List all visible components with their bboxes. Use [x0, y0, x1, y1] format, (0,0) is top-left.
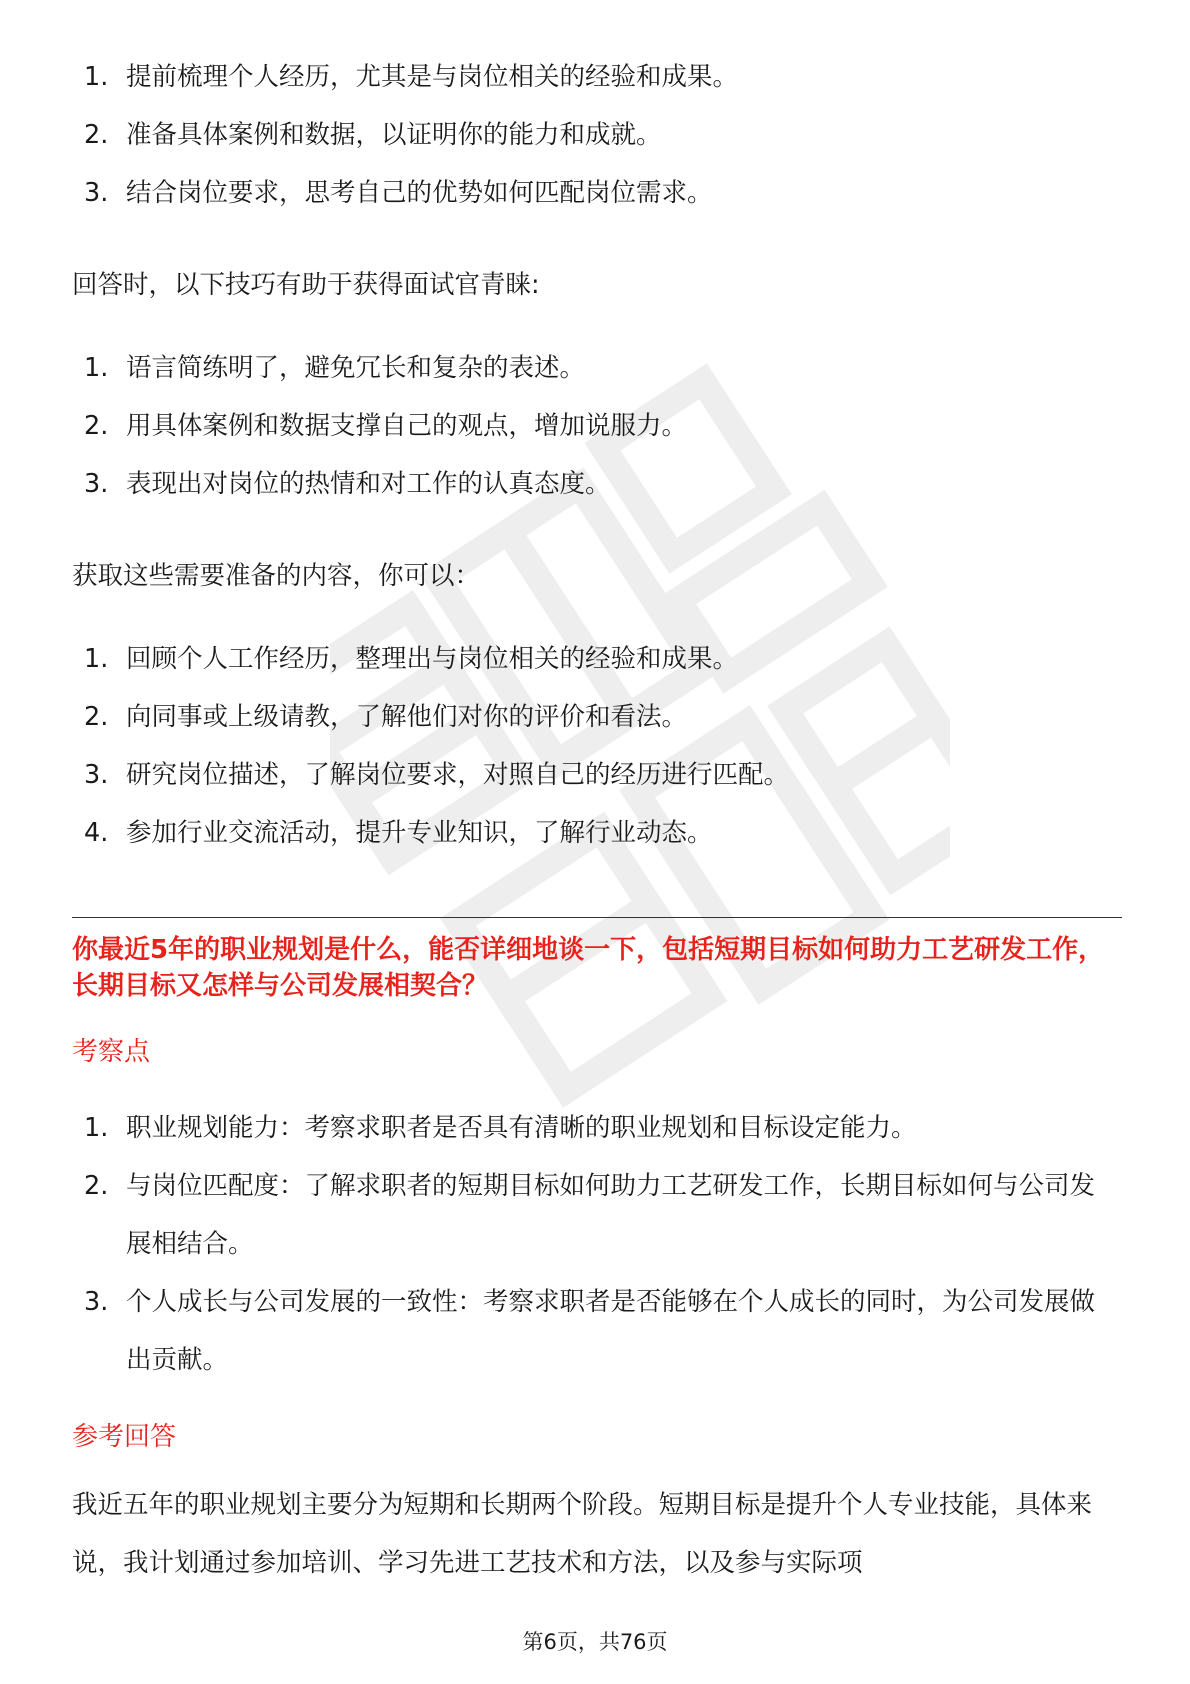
list-number: 1. — [84, 353, 109, 383]
list-number: 2. — [84, 702, 109, 732]
list-item — [84, 48, 1114, 106]
list-number: 3. — [84, 178, 109, 208]
interview-question: 你最近5年的职业规划是什么，能否详细地谈一下，包括短期目标如何助力工艺研发工作，长期目标又怎样与公司发展相契合？ — [72, 935, 1105, 1001]
list-item — [84, 339, 1114, 397]
list-number: 2. — [84, 120, 109, 150]
list-text: 回顾个人工作经历，整理出与岗位相关的经验和成果。 — [126, 644, 739, 674]
list-text: 研究岗位描述，了解岗位要求，对照自己的经历进行匹配。 — [126, 760, 790, 790]
list-number: 2. — [84, 1171, 109, 1201]
list-item — [84, 106, 1114, 164]
list-item — [84, 688, 1114, 746]
list-number: 3. — [84, 1287, 109, 1317]
list-text: 用具体案例和数据支撑自己的观点，增加说服力。 — [126, 411, 688, 441]
list-item — [84, 397, 1114, 455]
list-item — [84, 455, 1114, 513]
list-item — [84, 804, 1114, 862]
reference-answer-text: 我近五年的职业规划主要分为短期和长期两个阶段。短期目标是提升个人专业技能，具体来说，我计划通过参加培训、学习先进工艺技术和方法，以及参与实际项 — [72, 1490, 1093, 1578]
list-text: 准备具体案例和数据，以证明你的能力和成就。 — [126, 120, 662, 150]
assessment-list — [84, 1099, 1114, 1389]
list-text: 个人成长与公司发展的一致性：考察求职者是否能够在个人成长的同时，为公司发展做出贡献。 — [126, 1287, 1096, 1375]
list-text: 职业规划能力：考察求职者是否具有清晰的职业规划和目标设定能力。 — [126, 1113, 917, 1143]
list-item — [84, 746, 1114, 804]
paragraph-tips-intro: 回答时，以下技巧有助于获得面试官青睐: — [72, 270, 540, 300]
section-title-assessment: 考察点 — [72, 1037, 151, 1067]
list-text: 参加行业交流活动，提升专业知识，了解行业动态。 — [126, 818, 713, 848]
list-item — [84, 1099, 1114, 1157]
list-text: 向同事或上级请教，了解他们对你的评价和看法。 — [126, 702, 688, 732]
section-title-reference-answer: 参考回答 — [72, 1422, 177, 1452]
list-number: 4. — [84, 818, 109, 848]
page-footer: 第6页，共76页 — [522, 1630, 668, 1654]
list-item — [84, 1157, 1114, 1273]
list-item — [84, 630, 1114, 688]
methods-list — [84, 630, 1114, 862]
list-text: 表现出对岗位的热情和对工作的认真态度。 — [126, 469, 611, 499]
list-text: 语言简练明了，避免冗长和复杂的表述。 — [126, 353, 586, 383]
list-number: 1. — [84, 644, 109, 674]
list-item — [84, 164, 1114, 222]
list-number: 3. — [84, 469, 109, 499]
list-text: 结合岗位要求，思考自己的优势如何匹配岗位需求。 — [126, 178, 713, 208]
tips-list — [84, 339, 1114, 513]
list-item — [84, 1273, 1114, 1389]
list-text: 提前梳理个人经历，尤其是与岗位相关的经验和成果。 — [126, 62, 739, 92]
list-number: 1. — [84, 1113, 109, 1143]
list-number: 2. — [84, 411, 109, 441]
section-divider — [72, 917, 1122, 918]
list-number: 3. — [84, 760, 109, 790]
preparation-list — [84, 48, 1114, 222]
list-number: 1. — [84, 62, 109, 92]
list-text: 与岗位匹配度：了解求职者的短期目标如何助力工艺研发工作，长期目标如何与公司发展相结合。 — [126, 1171, 1096, 1259]
paragraph-methods-intro: 获取这些需要准备的内容，你可以： — [72, 561, 481, 591]
